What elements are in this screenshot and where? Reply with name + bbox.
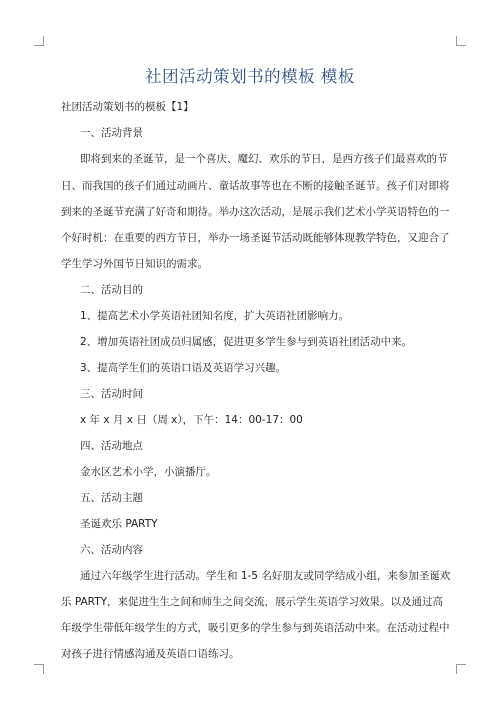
paragraph-line: 乐 PARTY，来促进生生之间和师生之间交流，展示学生英语学习效果。以及通过高 bbox=[61, 596, 444, 608]
theme-value: 圣诞欢乐 PARTY bbox=[80, 518, 158, 530]
paragraph-line: 到来的圣诞节充满了好奇和期待。举办这次活动，是展示我们艺术小学英语特色的一 bbox=[61, 206, 450, 218]
crop-mark-bottom-right bbox=[456, 664, 466, 674]
paragraph-line: 即将到来的圣诞节，是一个喜庆、魔幻、欢乐的节日，是西方孩子们最喜欢的节 bbox=[80, 153, 448, 165]
paragraph-line: 对孩子进行情感沟通及英语口语练习。 bbox=[61, 648, 240, 660]
document-subtitle: 社团活动策划书的模板【1】 bbox=[61, 101, 194, 113]
paragraph-line: 日、而我国的孩子们通过动画片、童话故事等也在不断的接触圣诞节。孩子们对即将 bbox=[61, 180, 450, 192]
heading-time: 三、活动时间 bbox=[80, 388, 143, 400]
heading-background: 一、活动背景 bbox=[80, 127, 143, 139]
heading-purpose: 二、活动目的 bbox=[80, 284, 143, 296]
heading-content: 六、活动内容 bbox=[80, 544, 143, 556]
crop-mark-top-right bbox=[456, 36, 466, 46]
crop-mark-top-left bbox=[34, 36, 44, 46]
paragraph-line: 通过六年级学生进行活动。学生和 1-5 名好朋友或同学结成小组，来参加圣诞欢 bbox=[80, 570, 451, 582]
document-title: 社团活动策划书的模板 模板 bbox=[145, 67, 355, 86]
list-item: 1、提高艺术小学英语社团知名度，扩大英语社团影响力。 bbox=[80, 310, 350, 322]
paragraph-line: 年级学生带低年级学生的方式，吸引更多的学生参与到英语活动中来。在活动过程中 bbox=[61, 622, 450, 634]
time-value: x 年 x 月 x 日（周 x），下午：14：00-17：00 bbox=[80, 414, 303, 426]
list-item: 2、增加英语社团成员归属感，促进更多学生参与到英语社团活动中来。 bbox=[80, 336, 413, 348]
place-value: 金水区艺术小学，小演播厅。 bbox=[80, 466, 217, 478]
heading-place: 四、活动地点 bbox=[80, 440, 143, 452]
heading-theme: 五、活动主题 bbox=[80, 492, 143, 504]
crop-mark-bottom-left bbox=[34, 664, 44, 674]
list-item: 3、提高学生们的英语口语及英语学习兴趣。 bbox=[80, 362, 287, 374]
paragraph-line: 学生学习外国节日知识的需求。 bbox=[61, 258, 208, 270]
paragraph-line: 个好时机：在重要的西方节日，举办一场圣诞节活动既能够体现教学特色，又迎合了 bbox=[61, 232, 450, 244]
